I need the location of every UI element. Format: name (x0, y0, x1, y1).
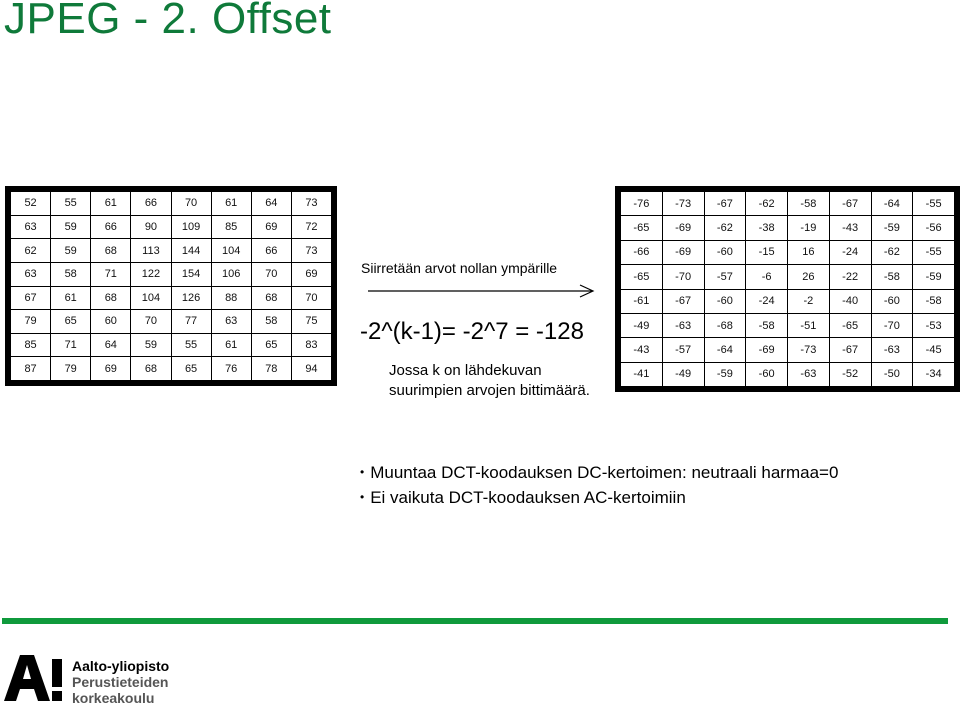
matrix-cell: -59 (704, 362, 746, 386)
matrix-cell: 85 (211, 215, 251, 239)
matrix-cell: -65 (621, 265, 663, 289)
matrix-cell: 77 (171, 310, 211, 334)
matrix-cell: 90 (131, 215, 171, 239)
matrix-cell: -60 (704, 240, 746, 264)
matrix-cell: -40 (829, 289, 871, 313)
matrix-cell: 63 (11, 262, 51, 286)
matrix-row (621, 313, 955, 337)
matrix-cell: -45 (913, 338, 955, 362)
bullet-text: Muuntaa DCT-koodauksen DC-kertoimen: neutraali harmaa=0 (370, 463, 839, 482)
matrix-cell: -2 (788, 289, 830, 313)
matrix-cell: -62 (871, 240, 913, 264)
matrix-row (11, 192, 332, 216)
matrix-cell: 65 (171, 357, 211, 381)
aalto-logo-icon (4, 655, 64, 701)
matrix-row (11, 215, 332, 239)
matrix-cell: 73 (291, 239, 331, 263)
matrix-cell: 68 (131, 357, 171, 381)
matrix-cell: 88 (211, 286, 251, 310)
shift-label: Siirretään arvot nollan ympärille (361, 260, 558, 276)
footer-divider (2, 618, 948, 624)
matrix-cell: 79 (51, 357, 91, 381)
matrix-cell: 58 (51, 262, 91, 286)
matrix-cell: -6 (746, 265, 788, 289)
matrix-row (11, 286, 332, 310)
matrix-cell: -59 (913, 265, 955, 289)
matrix-cell: 104 (131, 286, 171, 310)
matrix-cell: 69 (291, 262, 331, 286)
matrix-cell: 59 (51, 215, 91, 239)
matrix-row (11, 310, 332, 334)
matrix-cell: 55 (171, 333, 211, 357)
matrix-cell: -53 (913, 313, 955, 337)
matrix-cell: 26 (788, 265, 830, 289)
matrix-cell: 83 (291, 333, 331, 357)
matrix-cell: 70 (131, 310, 171, 334)
matrix-cell: -41 (621, 362, 663, 386)
matrix-cell: 72 (291, 215, 331, 239)
matrix-cell: 52 (11, 192, 51, 216)
matrix-cell: -58 (746, 313, 788, 337)
matrix-cell: -69 (662, 216, 704, 240)
matrix-cell: 71 (91, 262, 131, 286)
matrix-cell: 109 (171, 215, 211, 239)
matrix-cell: -64 (704, 338, 746, 362)
matrix-cell: -62 (746, 192, 788, 216)
matrix-cell: -60 (871, 289, 913, 313)
original-matrix (5, 186, 337, 386)
matrix-cell: -43 (829, 216, 871, 240)
formula-note: Jossa k on lähdekuvan suurimpien arvojen bittimäärä. (389, 362, 590, 399)
matrix-cell: -55 (913, 192, 955, 216)
matrix-cell: 59 (131, 333, 171, 357)
matrix-cell: -60 (704, 289, 746, 313)
matrix-cell: 87 (11, 357, 51, 381)
matrix-row (621, 192, 955, 216)
logo-line-3: korkeakoulu (72, 690, 155, 706)
matrix-cell: -38 (746, 216, 788, 240)
matrix-cell: 65 (51, 310, 91, 334)
matrix-cell: 66 (131, 192, 171, 216)
bullet-icon: • (360, 490, 365, 504)
matrix-cell: 71 (51, 333, 91, 357)
matrix-cell: 68 (251, 286, 291, 310)
matrix-cell: 79 (11, 310, 51, 334)
matrix-cell: -67 (704, 192, 746, 216)
matrix-cell: 70 (171, 192, 211, 216)
matrix-row (621, 240, 955, 264)
matrix-row (621, 265, 955, 289)
matrix-cell: -51 (788, 313, 830, 337)
matrix-cell: 65 (251, 333, 291, 357)
matrix-cell: -67 (662, 289, 704, 313)
matrix-cell: 106 (211, 262, 251, 286)
matrix-cell: 75 (291, 310, 331, 334)
matrix-cell: -24 (829, 240, 871, 264)
matrix-cell: -63 (871, 338, 913, 362)
matrix-cell: 61 (51, 286, 91, 310)
matrix-cell: -73 (788, 338, 830, 362)
matrix-cell: 58 (251, 310, 291, 334)
matrix-cell: 73 (291, 192, 331, 216)
matrix-cell: 59 (51, 239, 91, 263)
matrix-cell: -19 (788, 216, 830, 240)
matrix-cell: -67 (829, 338, 871, 362)
shifted-matrix (615, 186, 960, 392)
matrix-cell: -70 (871, 313, 913, 337)
matrix-cell: 55 (51, 192, 91, 216)
matrix-cell: -63 (662, 313, 704, 337)
matrix-cell: -49 (621, 313, 663, 337)
matrix-cell: -58 (788, 192, 830, 216)
matrix-cell: 126 (171, 286, 211, 310)
matrix-cell: -63 (788, 362, 830, 386)
matrix-cell: -65 (621, 216, 663, 240)
matrix-cell: 64 (251, 192, 291, 216)
matrix-cell: 16 (788, 240, 830, 264)
matrix-cell: 113 (131, 239, 171, 263)
matrix-cell: 60 (91, 310, 131, 334)
matrix-cell: 66 (91, 215, 131, 239)
matrix-cell: 144 (171, 239, 211, 263)
matrix-cell: 94 (291, 357, 331, 381)
matrix-cell: 70 (251, 262, 291, 286)
matrix-cell: 63 (211, 310, 251, 334)
bullet-text: Ei vaikuta DCT-koodauksen AC-kertoimiin (370, 488, 686, 507)
matrix-cell: 61 (91, 192, 131, 216)
matrix-row (621, 362, 955, 386)
matrix-cell: 69 (251, 215, 291, 239)
matrix-cell: -58 (913, 289, 955, 313)
matrix-cell: -62 (704, 216, 746, 240)
matrix-cell: 76 (211, 357, 251, 381)
matrix-cell: -43 (621, 338, 663, 362)
matrix-cell: 104 (211, 239, 251, 263)
matrix-cell: -76 (621, 192, 663, 216)
matrix-cell: -57 (662, 338, 704, 362)
matrix-cell: -73 (662, 192, 704, 216)
matrix-cell: 61 (211, 192, 251, 216)
page-title: JPEG - 2. Offset (4, 0, 332, 43)
matrix-cell: 85 (11, 333, 51, 357)
matrix-cell: -52 (829, 362, 871, 386)
matrix-cell: 66 (251, 239, 291, 263)
matrix-cell: 154 (171, 262, 211, 286)
matrix-cell: -60 (746, 362, 788, 386)
original-matrix-table (10, 191, 332, 381)
matrix-cell: -57 (704, 265, 746, 289)
matrix-cell: -22 (829, 265, 871, 289)
matrix-cell: 68 (91, 239, 131, 263)
matrix-cell: -49 (662, 362, 704, 386)
matrix-cell: -34 (913, 362, 955, 386)
offset-formula: -2^(k-1)= -2^7 = -128 (360, 318, 584, 345)
matrix-cell: 78 (251, 357, 291, 381)
logo-line-2: Perustieteiden (72, 674, 169, 690)
matrix-cell: 62 (11, 239, 51, 263)
matrix-cell: -70 (662, 265, 704, 289)
matrix-cell: -15 (746, 240, 788, 264)
matrix-cell: -61 (621, 289, 663, 313)
bullet-item (360, 460, 838, 485)
matrix-row (11, 333, 332, 357)
matrix-cell: 70 (291, 286, 331, 310)
logo-line-1: Aalto-yliopisto (72, 658, 170, 674)
matrix-cell: -50 (871, 362, 913, 386)
matrix-cell: -69 (746, 338, 788, 362)
matrix-cell: -68 (704, 313, 746, 337)
matrix-row (11, 357, 332, 381)
matrix-cell: -24 (746, 289, 788, 313)
matrix-row (621, 216, 955, 240)
matrix-cell: 122 (131, 262, 171, 286)
matrix-row (621, 338, 955, 362)
matrix-cell: -56 (913, 216, 955, 240)
matrix-cell: -64 (871, 192, 913, 216)
arrow-right-icon (368, 283, 598, 299)
aalto-wordmark (72, 658, 169, 706)
matrix-cell: -58 (871, 265, 913, 289)
matrix-cell: -66 (621, 240, 663, 264)
matrix-row (11, 239, 332, 263)
matrix-cell: 61 (211, 333, 251, 357)
matrix-cell: -69 (662, 240, 704, 264)
matrix-cell: 68 (91, 286, 131, 310)
matrix-cell: -67 (829, 192, 871, 216)
matrix-cell: 64 (91, 333, 131, 357)
matrix-cell: -65 (829, 313, 871, 337)
matrix-cell: 69 (91, 357, 131, 381)
matrix-cell: -55 (913, 240, 955, 264)
matrix-cell: -59 (871, 216, 913, 240)
matrix-cell: 63 (11, 215, 51, 239)
matrix-row (11, 262, 332, 286)
bullet-icon: • (360, 465, 365, 479)
bullet-item (360, 485, 838, 510)
bullet-list (360, 460, 838, 510)
matrix-cell: 67 (11, 286, 51, 310)
shifted-matrix-table (620, 191, 955, 387)
matrix-row (621, 289, 955, 313)
